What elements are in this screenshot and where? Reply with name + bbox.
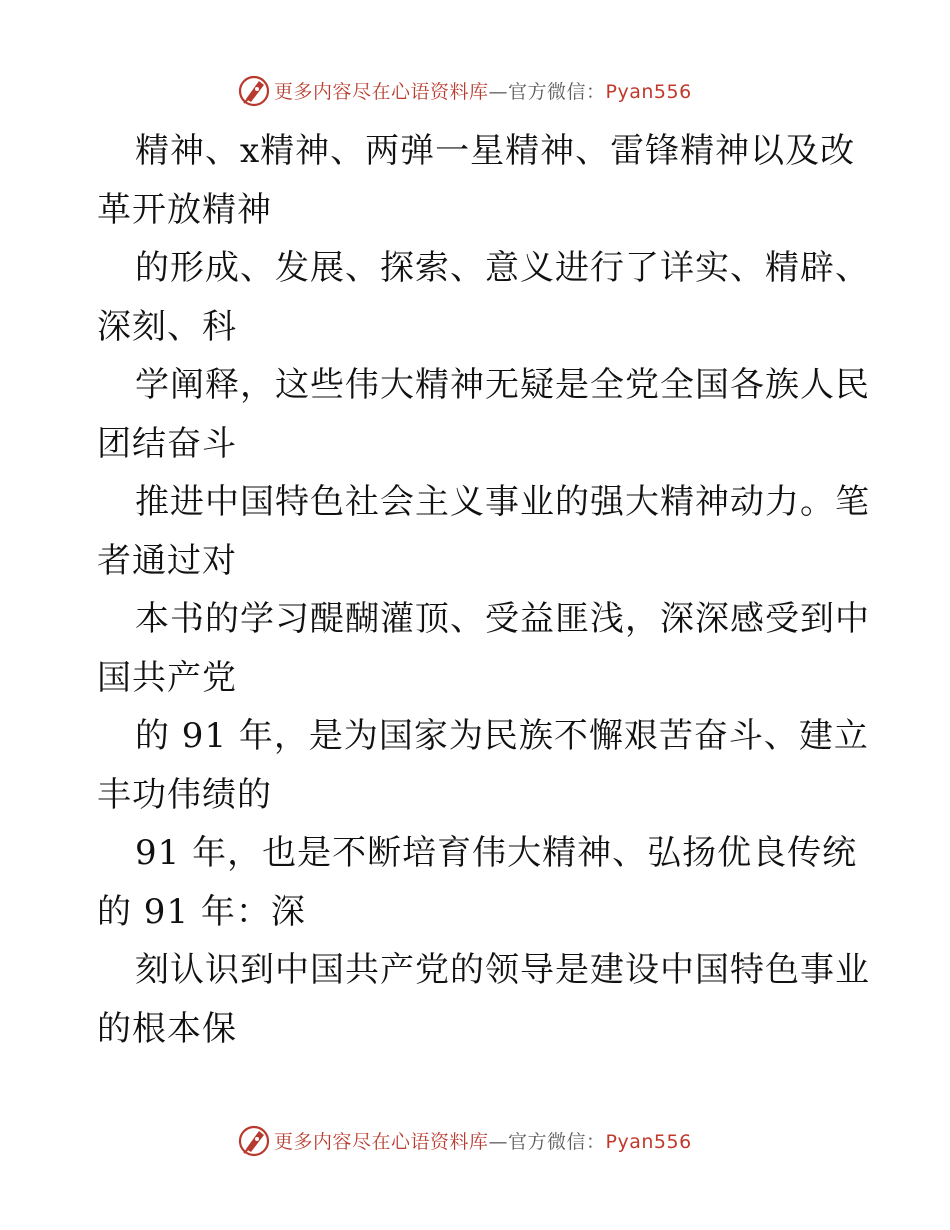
body-line: 团结奋斗	[97, 423, 237, 464]
body-line: 91 年，也是不断培育伟大精神、弘扬优良传统	[135, 833, 858, 873]
header-site-text: 更多内容尽在心语资料库	[274, 80, 489, 103]
header-official-label: 官方微信：	[508, 80, 606, 103]
body-line: 刻认识到中国共产党的领导是建设中国特色事业	[135, 950, 870, 990]
body-line: 丰功伟绩的	[97, 774, 272, 815]
body-line: 本书的学习醍醐灌顶、受益匪浅，深深感受到中	[135, 599, 870, 639]
header-banner	[236, 70, 716, 110]
footer-account: Pyan556	[605, 1130, 692, 1153]
body-line: 精神、x精神、两弹一星精神、雷锋精神以及改	[135, 131, 856, 171]
body-line: 推进中国特色社会主义事业的强大精神动力。笔	[135, 482, 870, 522]
pen-nib-logo-icon	[236, 1122, 272, 1158]
body-line: 国共产党	[97, 657, 237, 698]
body-line: 深刻、科	[97, 306, 237, 347]
footer-site-text: 更多内容尽在心语资料库	[274, 1130, 489, 1153]
footer-banner-text	[274, 1127, 692, 1154]
body-line: 的 91 年，是为国家为民族不懈艰苦奋斗、建立	[135, 716, 869, 756]
footer-official-label: 官方微信：	[508, 1130, 606, 1153]
body-line: 革开放精神	[97, 189, 272, 230]
body-line: 学阐释，这些伟大精神无疑是全党全国各族人民	[135, 365, 870, 405]
pen-nib-logo-icon	[236, 72, 272, 108]
footer-dash: —	[488, 1130, 509, 1153]
body-line: 的 91 年：深	[97, 891, 306, 932]
footer-banner	[236, 1120, 716, 1160]
document-body	[97, 122, 870, 1058]
body-line: 的形成、发展、探索、意义进行了详实、精辟、	[135, 248, 870, 288]
body-line: 的根本保	[97, 1008, 237, 1049]
header-dash: —	[488, 80, 509, 103]
header-banner-text	[274, 77, 692, 104]
header-account: Pyan556	[605, 80, 692, 103]
body-line: 者通过对	[97, 540, 237, 581]
